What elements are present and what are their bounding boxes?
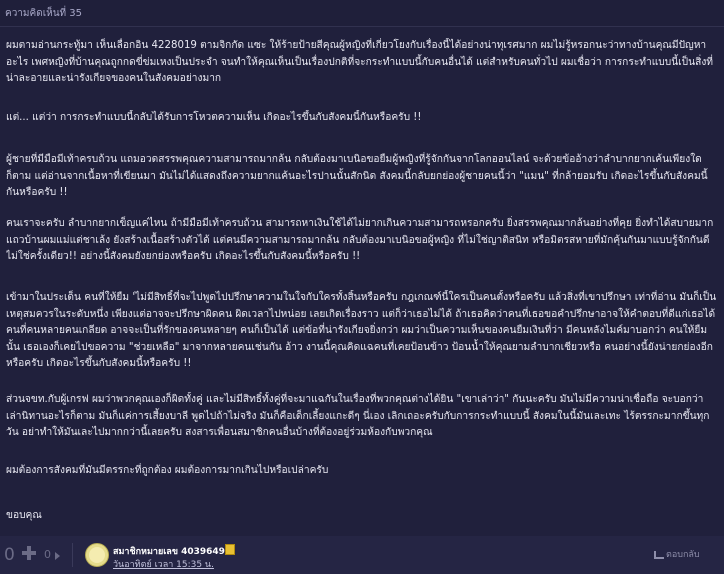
post-time[interactable]: วันอาทิตย์ เวลา 15:35 น. xyxy=(113,560,214,570)
comment-paragraph-6: ส่วนจขท.กับผู้เกรฟ ผมว่าพวกคุณเองก็ผิดทั้งคู่ และไม่มีสิทธิ์ทั้งคู่ที่จะมาแฉกันในเรื่องที่พวกคุณต่างได้ยิน "เขาเล่าว่า" กันนะครับ มันไม่มีความน่าเชื่อถือ จะบอกว่าเล่านิทานอะไรก็ตาม มันก็แค่การเสี้ยงบาลี พูดไปถ้าไม่จริง มันก็คือเด็กเลี้ยงแกะดีๆ นี่เอง เลิกเถอะครับกับการกระทำแบบนี้ สังคมในนี้มันเละเทะ ไร้ตรรกะมากขึ้นทุกวัน อย่าทำให้มันเละไปมากกว่านี้เลยครับ สงสารเพื่อนสมาชิกคนอื่นบ้างที่ต้องอยู่ร่วมห้องกับพวกคุณ xyxy=(6,394,710,438)
expand-arrow-icon[interactable] xyxy=(55,552,60,560)
comment-paragraph-7: ผมต้องการสังคมที่มันมีตรรกะที่ถูกต้อง ผมต้องการมากเกินไปหรือเปล่าครับ xyxy=(6,465,329,476)
comment-paragraph-1: ผมตามอ่านกระทู้มา เห็นเลื่อกอิน 4228019 ตามจิกกัด แซะ ให้ร้ายป้ายสีคุณผู้หญิงที่เกี่ยวโยงกับเรื่องนี้ได้อย่างน่าทุเรศมาก ผมไม่รู้หรอกนะว่าทางบ้านคุณมีปัญหาอะไร เพศหญิงที่บ้านคุณถูกกดขี่ข่มเหงเป็นประจำ จนทำให้คุณเห็นเป็นเรื่องปกติที่จะกระทำแบบนี้กับคนอื่นได้ แต่สำหรับคนทั่วไป ผมเชื่อว่า การกระทำแบบนี้เป็นสิ่งที่น่าละอายและน่ารังเกียจของคนในสังคมอย่างมาก xyxy=(6,40,714,84)
member-name[interactable]: สมาชิกหมายเลข 4039649 xyxy=(113,547,225,557)
member-badge-icon xyxy=(225,544,235,555)
plus-icon[interactable] xyxy=(22,546,36,560)
comment-paragraph-2: แต่... แต่ว่า การกระทำแบบนี้กลับได้รับการโหวตความเห็น เกิดอะไรขึ้นกับสังคมนี้กันหรือครับ !! xyxy=(6,112,422,123)
vote-count: 0 xyxy=(4,545,15,565)
avatar-face xyxy=(89,547,105,563)
reply-icon[interactable] xyxy=(654,551,664,559)
comment-body xyxy=(0,26,724,537)
divider xyxy=(72,543,73,567)
comment-paragraph-4: คนเราจะครับ ลำบากยากเข็ญแค่ไหน ถ้ามีมือมีเท้าครบถ้วน สามารถหาเงินใช้ได้ไม่ยากเกินความสามารถหรอกครับ ยิ่งสรรพคุณมากล้นอย่างที่คุย ยิ่งทำได้สบายมาก แถวบ้านผมแม่แต่ชาเล้ง ยังสร้างเนื้อสร้างตัวได้ แต่คนมีความสามารถมากล้น กลับต้องมาเบนิอขอผู้หญิง ที่ไม่ใช่ญาติสนิท หรือมิตรสหายที่มักคุ้นกันมาแบบรู้จักกันดี ไม่ใช่ครั้งเดียว!! อย่างนี้สังคมยังยกย่องหรือครับ เกิดอะไรขึ้นกับสังคมนี้หรือครับ !! xyxy=(6,218,714,262)
vote-count-small: 0 xyxy=(44,548,51,561)
comment-paragraph-5: เข้ามาในประเด็น คนที่ให้ยืม 'ไม่มีสิทธิ์ที่จะไปพูดไปปรึกษาความในใจกับใครทั้งสิ้นหรือครับ กฎเกณฑ์นี้ใครเป็นคนตั้งหรือครับ แล้วสิ่งที่เขาปรึกษา เท่าที่อ่าน มันก็เป็นเหตุสมควรในระดับหนึ่ง เพียงแต่อาจจะปรึกษาผิดคน ผิดเวลาไปหน่อย เลยเกิดเรื่องราว แต่ก็ว่าเธอไม่ได้ ถ้าเธอคิดว่าคนที่เธอขอคำปรึกษาอาจให้คำตอบที่ดีแก่เธอได้ คนที่คนหลายคนเกลียด อาจจะเป็นที่รักของคนหลายๆ คนก็เป็นได้ แต่ข้อที่น่ารังเกียจยิ่งกว่า ผมว่าเป็นความเห็นของคนยืมเงินที่ว่า มีคนหลังไมค์มาบอกว่า คนให้ยืมนั้น เธอเองก็เคยไปขอความ "ช่วยเหลือ" มาจากหลายคนเช่นกัน อ้าว งานนี้คุณคิดแฉคนที่เคยป้อนข้าว ป้อนน้ำให้คุณยามลำบากเชียวหรือ คนอย่างนี้ยังน่ายกย่องอีกหรือครับ เกิดอะไรขึ้นกับสังคมนี้หรือครับ !! xyxy=(6,292,717,369)
comment-header xyxy=(0,0,724,26)
comment-number-label: ความคิดเห็นที่ 35 xyxy=(5,8,83,19)
reply-button[interactable]: ตอบกลับ xyxy=(666,550,700,560)
avatar[interactable] xyxy=(85,543,109,567)
comment-footer xyxy=(0,536,724,574)
comment-paragraph-3: ผู้ชายที่มีมือมีเท้าครบถ้วน แถมอวดสรรพคุณความสามารถมากล้น กลับต้องมาเบนิอขอยืมผู้หญิงที่รู้จักกันจากโลกออนไลน์ จะด้วยข้ออ้างว่าลำบากยากเค้นเพียงใดก็ตาม แต่อ่านจากเนื้อหาที่เขียนมา มันไม่ได้แสดงถึงความยากแค้นอะไรปานนั้นสักนิด สังคมนี้กลับยกย่องผู้ชายคนนี้ว่า "แมน" ที่กล้ายอมรับ เกิดอะไรขึ้นกับสังคมนี้กันหรือครับ !! xyxy=(6,154,708,198)
comment-paragraph-8: ขอบคุณ xyxy=(6,510,42,521)
